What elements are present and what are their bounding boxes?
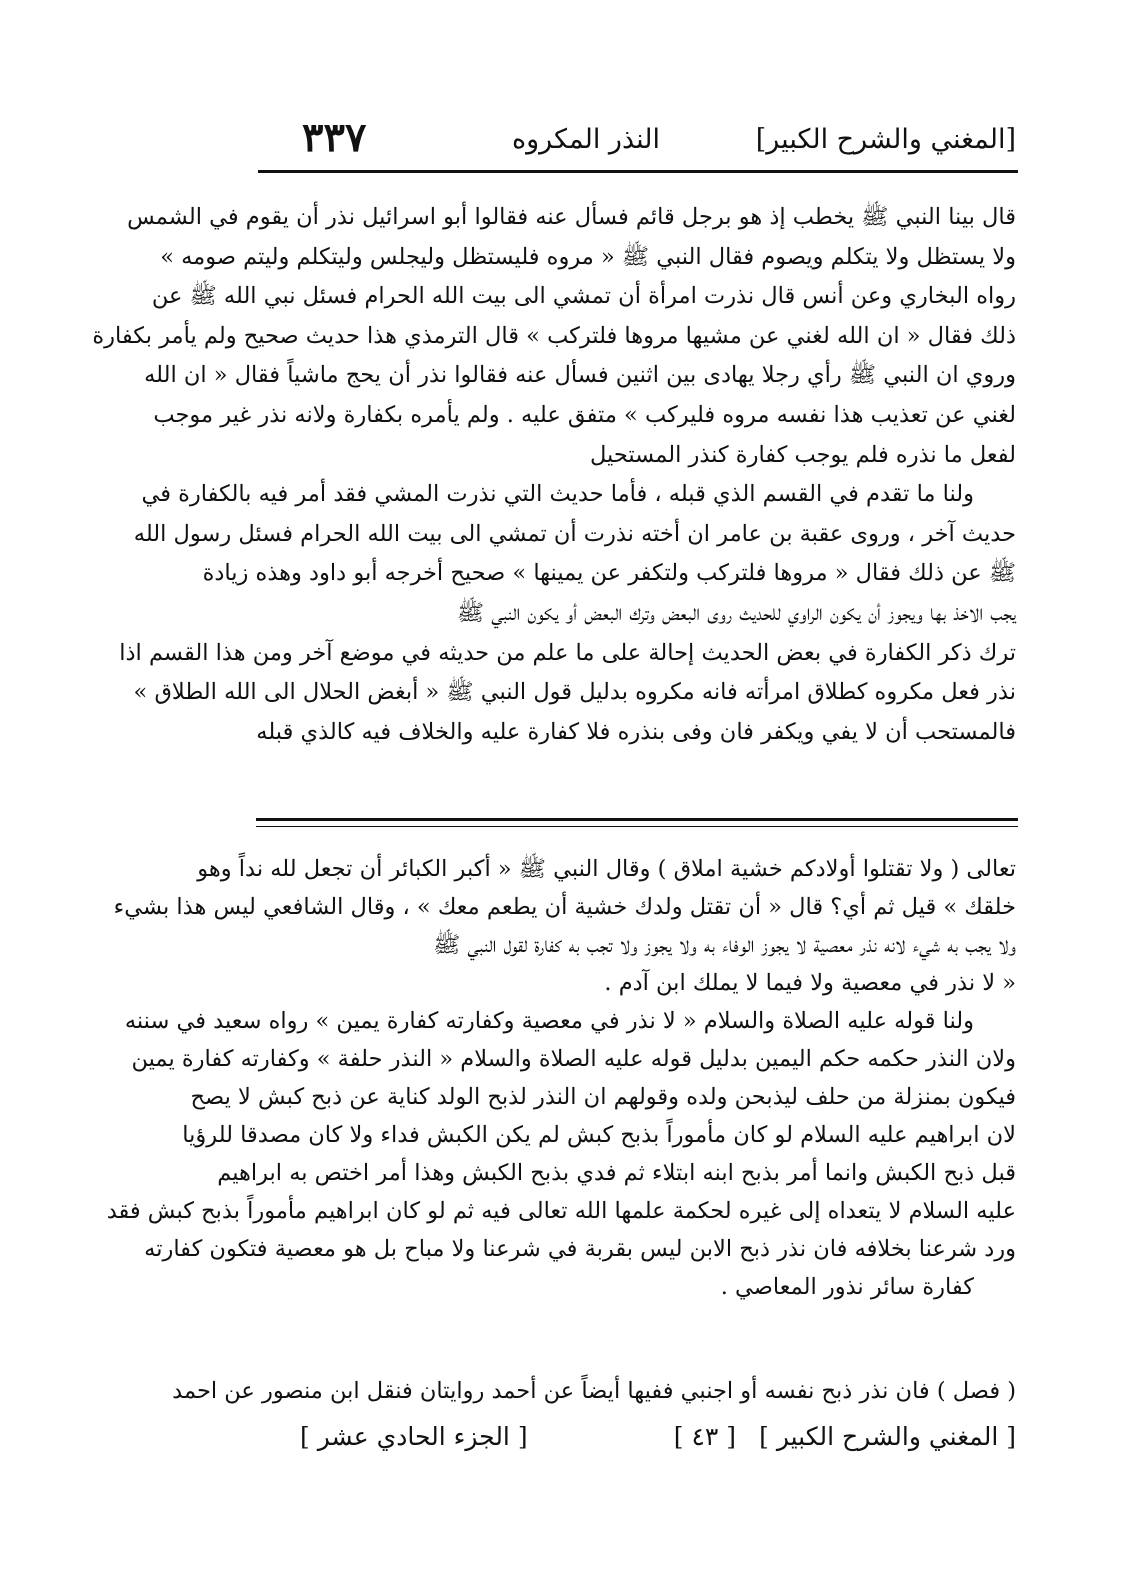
main-line: ترك ذكر الكفارة في بعض الحديث إحالة على ما علم من حديثه في موضع آخر ومن هذا القسم اذا <box>119 639 1016 666</box>
main-line: وروي ان النبي ﷺ رأي رجلا يهادى بين اثنين فسأل عنه فقالوا نذر أن يحج ماشياً فقال « ان الله <box>144 362 1016 389</box>
page-footer <box>300 1418 1016 1462</box>
main-text <box>92 198 1016 752</box>
section-heading-line: ( فصل ) فان نذر ذبح نفسه أو اجنبي ففيها أيضاً عن أحمد روايتان فنقل ابن منصور عن احمد <box>172 1378 1016 1404</box>
main-line: رواه البخاري وعن أنس قال نذرت امرأة أن تمشي الى بيت الله الحرام فسئل نبي الله ﷺ عن <box>151 283 1016 310</box>
commentary-line: كفارة سائر نذور المعاصي . <box>720 1274 974 1300</box>
commentary-line: خلقك » قيل ثم أي؟ قال « أن تقتل ولدك خشية أن يطعم معك » ، وقال الشافعي ليس هذا بشيء <box>113 894 1016 920</box>
main-line: يجب الاخذ بها ويجوز أن يكون الراوي للحديث روى البعض وترك البعض أو يكون النبي ﷺ <box>456 599 1016 626</box>
commentary-line: ورد شرعنا بخلافه فان نذر ذبح الابن ليس بقربة في شرعنا ولا مباح بل هو معصية فتكون كفارته <box>144 1236 1016 1262</box>
section-divider-thin <box>256 826 1018 827</box>
running-book-title: [المغني والشرح الكبير] <box>755 124 1016 155</box>
footer-volume: [ الجزء الحادي عشر ] <box>300 1422 528 1451</box>
commentary-text <box>106 850 1016 1306</box>
page-number: ٣٣٧ <box>302 114 367 161</box>
commentary-line: فيكون بمنزلة من حلف ليذبحن ولده وقولهم ان النذر لذبح الولد كناية عن ذبح كبش لا يصح <box>190 1084 1016 1110</box>
commentary-line: ولنا قوله عليه الصلاة والسلام « لا نذر في معصية وكفارته كفارة يمين » رواه سعيد في سننه <box>124 1008 974 1034</box>
main-line: لفعل ما نذره فلم يوجب كفارة كنذر المستحيل <box>589 441 1016 468</box>
main-line: نذر فعل مكروه كطلاق امرأته فانه مكروه بدليل قول النبي ﷺ « أبغض الحلال الى الله الطلاق » <box>133 679 1016 706</box>
header-rule <box>258 170 1018 173</box>
main-line: ذلك فقال « ان الله لغني عن مشيها مروها فلتركب » قال الترمذي هذا حديث صحيح ولم يأمر بكفارة <box>92 322 1016 349</box>
commentary-line: تعالى ( ولا تقتلوا أولادكم خشية املاق ) وقال النبي ﷺ « أكبر الكبائر أن تجعل لله نداً وهو <box>197 856 1016 882</box>
main-line: ﷺ عن ذلك فقال « مروها فلتركب ولتكفر عن يمينها » صحيح أخرجه أبو داود وهذه زيادة <box>202 560 1016 587</box>
main-line: ولنا ما تقدم في القسم الذي قبله ، فأما حديث التي نذرت المشي فقد أمر فيه بالكفارة في <box>141 481 974 508</box>
main-line: ولا يستظل ولا يتكلم ويصوم فقال النبي ﷺ « مروه فليستظل وليجلس وليتكلم وليتم صومه » <box>160 243 1016 270</box>
main-line: لغني عن تعذيب هذا نفسه مروه فليركب » متفق عليه . ولم يأمره بكفارة ولانه نذر غير موجب <box>153 401 1016 428</box>
commentary-line: ولان النذر حكمه حكم اليمين بدليل قوله عليه الصلاة والسلام « النذر حلفة » وكفارته كفارة يمين <box>131 1046 1016 1072</box>
main-line: قال بينا النبي ﷺ يخطب إذ هو برجل قائم فسأل عنه فقالوا أبو اسرائيل نذر أن يقوم في الشمس <box>127 204 1016 230</box>
main-line: فالمستحب أن لا يفي ويكفر فان وفى بنذره فلا كفارة عليه والخلاف فيه كالذي قبله <box>256 718 1016 745</box>
commentary-line: « لا نذر في معصية ولا فيما لا يملك ابن آدم . <box>604 970 1016 996</box>
commentary-line: قبل ذبح الكبش وانما أمر بذبح ابنه ابتلاء ثم فدي بذبح الكبش وهذا أمر اختص به ابراهيم <box>217 1160 1016 1186</box>
section-divider <box>256 818 1018 821</box>
footer-signature-number: [ ٤٣ ] <box>673 1422 736 1451</box>
running-topic-title: النذر المكروه <box>512 124 660 155</box>
commentary-line: عليه السلام لا يتعداه إلى غيره لحكمة علمها الله تعالى فيه ثم لو كان ابراهيم مأموراً بذبح كبش فقد <box>106 1198 1016 1224</box>
commentary-line: ولا يجب به شيء لانه نذر معصية لا يجوز الوفاء به ولا يجوز ولا تجب به كفارة لقول النبي ﷺ <box>433 932 1016 958</box>
page-header <box>258 114 1016 164</box>
footer-book-title: [ المغني والشرح الكبير ] <box>759 1422 1016 1451</box>
commentary-line: لان ابراهيم عليه السلام لو كان مأموراً بذبح كبش لم يكن الكبش فداء ولا كان مصدقا للرؤيا <box>182 1122 1016 1148</box>
main-line: حديث آخر ، وروى عقبة بن عامر ان أخته نذرت أن تمشي الى بيت الله الحرام فسئل رسول الله <box>133 520 1016 547</box>
